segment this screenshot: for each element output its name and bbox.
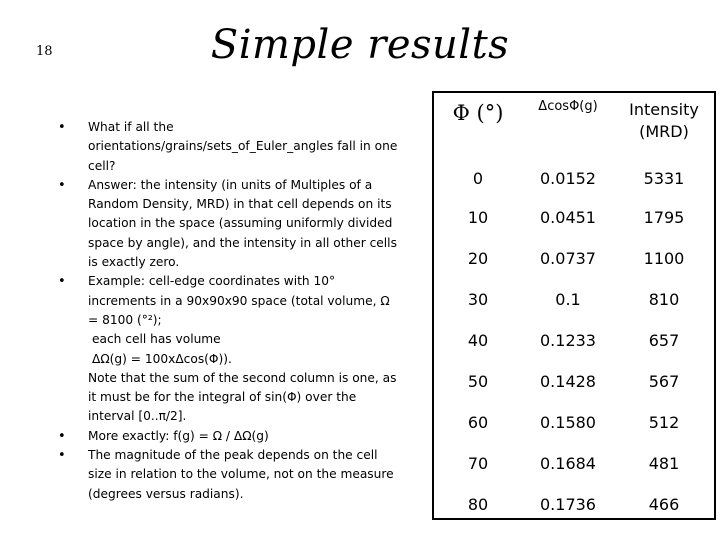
header-phi: Φ (°) — [452, 101, 504, 125]
results-table-box — [432, 91, 716, 520]
cell-intensity: 1795 — [643, 208, 685, 227]
header-intensity: Intensity (MRD) — [629, 100, 699, 141]
bullet-subtext: Note that the sum of the second column is one, as it must be for the integral of sin(Φ) over the interval [0..π/2]. — [88, 370, 397, 424]
table-row — [434, 159, 714, 197]
cell-delta-cos: 0.0451 — [540, 208, 596, 227]
cell-intensity: 567 — [648, 372, 680, 391]
header-delta-cos: ΔcosΦ(g) — [538, 99, 598, 114]
slide-number: 18 — [36, 44, 53, 59]
bullet-subtext: each cell has volume — [92, 332, 221, 347]
cell-delta-cos: 0.1736 — [540, 495, 596, 514]
bullet-item — [58, 427, 398, 446]
bullet-text: The magnitude of the peak depends on the cell size in relation to the volume, not on the measure (degrees versus radians). — [88, 448, 394, 501]
bullet-list — [58, 118, 398, 504]
bullet-text: What if all the orientations/grains/sets_of_Euler_angles fall in one cell? — [88, 120, 398, 173]
cell-delta-cos: 0.1428 — [540, 372, 596, 391]
cell-intensity: 5331 — [643, 168, 685, 188]
table-row — [434, 361, 714, 402]
bullet-dot-icon: • — [58, 120, 66, 135]
bullet-text: Answer: the intensity (in units of Multiples of a Random Density, MRD) in that cell depends on its location in the space (assuming uniformly divided space by angle), and the intensity in all other cells is exactly zero. — [88, 177, 397, 270]
cell-intensity: 810 — [648, 290, 680, 309]
bullet-item — [58, 272, 398, 426]
results-table — [434, 93, 714, 525]
bullet-dot-icon: • — [58, 274, 66, 290]
bullet-subtext: ΔΩ(g) = 100xΔcos(Φ)). — [92, 351, 232, 366]
cell-delta-cos: 0.0737 — [540, 249, 596, 268]
cell-delta-cos: 0.1580 — [540, 413, 596, 432]
bullet-item — [58, 176, 398, 272]
cell-phi: 40 — [467, 331, 489, 350]
table-row — [434, 197, 714, 238]
table-row — [434, 402, 714, 443]
bullet-dot-icon: • — [58, 448, 66, 464]
bullet-text: More exactly: f(g) = Ω / ΔΩ(g) — [88, 428, 269, 443]
cell-phi: 10 — [467, 208, 489, 227]
cell-phi: 30 — [467, 290, 489, 309]
cell-phi: 60 — [467, 413, 489, 432]
cell-phi: 50 — [467, 372, 489, 391]
cell-delta-cos: 0.1684 — [540, 454, 596, 473]
bullet-text: Example: cell-edge coordinates with 10° increments in a 90x90x90 space (total volume, Ω = 8100 (°²); — [88, 274, 390, 327]
table-row — [434, 320, 714, 361]
cell-phi: 0 — [472, 168, 484, 188]
cell-intensity: 512 — [648, 413, 680, 432]
cell-delta-cos: 0.1233 — [540, 331, 596, 350]
cell-phi: 80 — [467, 495, 489, 514]
cell-intensity: 466 — [648, 495, 680, 514]
cell-delta-cos: 0.1 — [555, 290, 581, 309]
table-header-row — [434, 93, 714, 159]
bullet-item — [58, 446, 398, 504]
table-row — [434, 443, 714, 484]
table-row — [434, 484, 714, 525]
cell-intensity: 657 — [648, 331, 680, 350]
cell-intensity: 481 — [648, 454, 680, 473]
bullet-dot-icon: • — [58, 428, 66, 444]
cell-phi: 20 — [467, 249, 489, 268]
table-row — [434, 238, 714, 279]
slide-title: Simple results — [210, 22, 510, 68]
cell-intensity: 1100 — [643, 249, 685, 268]
cell-phi: 70 — [467, 454, 489, 473]
cell-delta-cos: 0.0152 — [540, 168, 596, 188]
bullet-dot-icon: • — [58, 177, 66, 193]
bullet-item — [58, 118, 398, 176]
table-row — [434, 279, 714, 320]
